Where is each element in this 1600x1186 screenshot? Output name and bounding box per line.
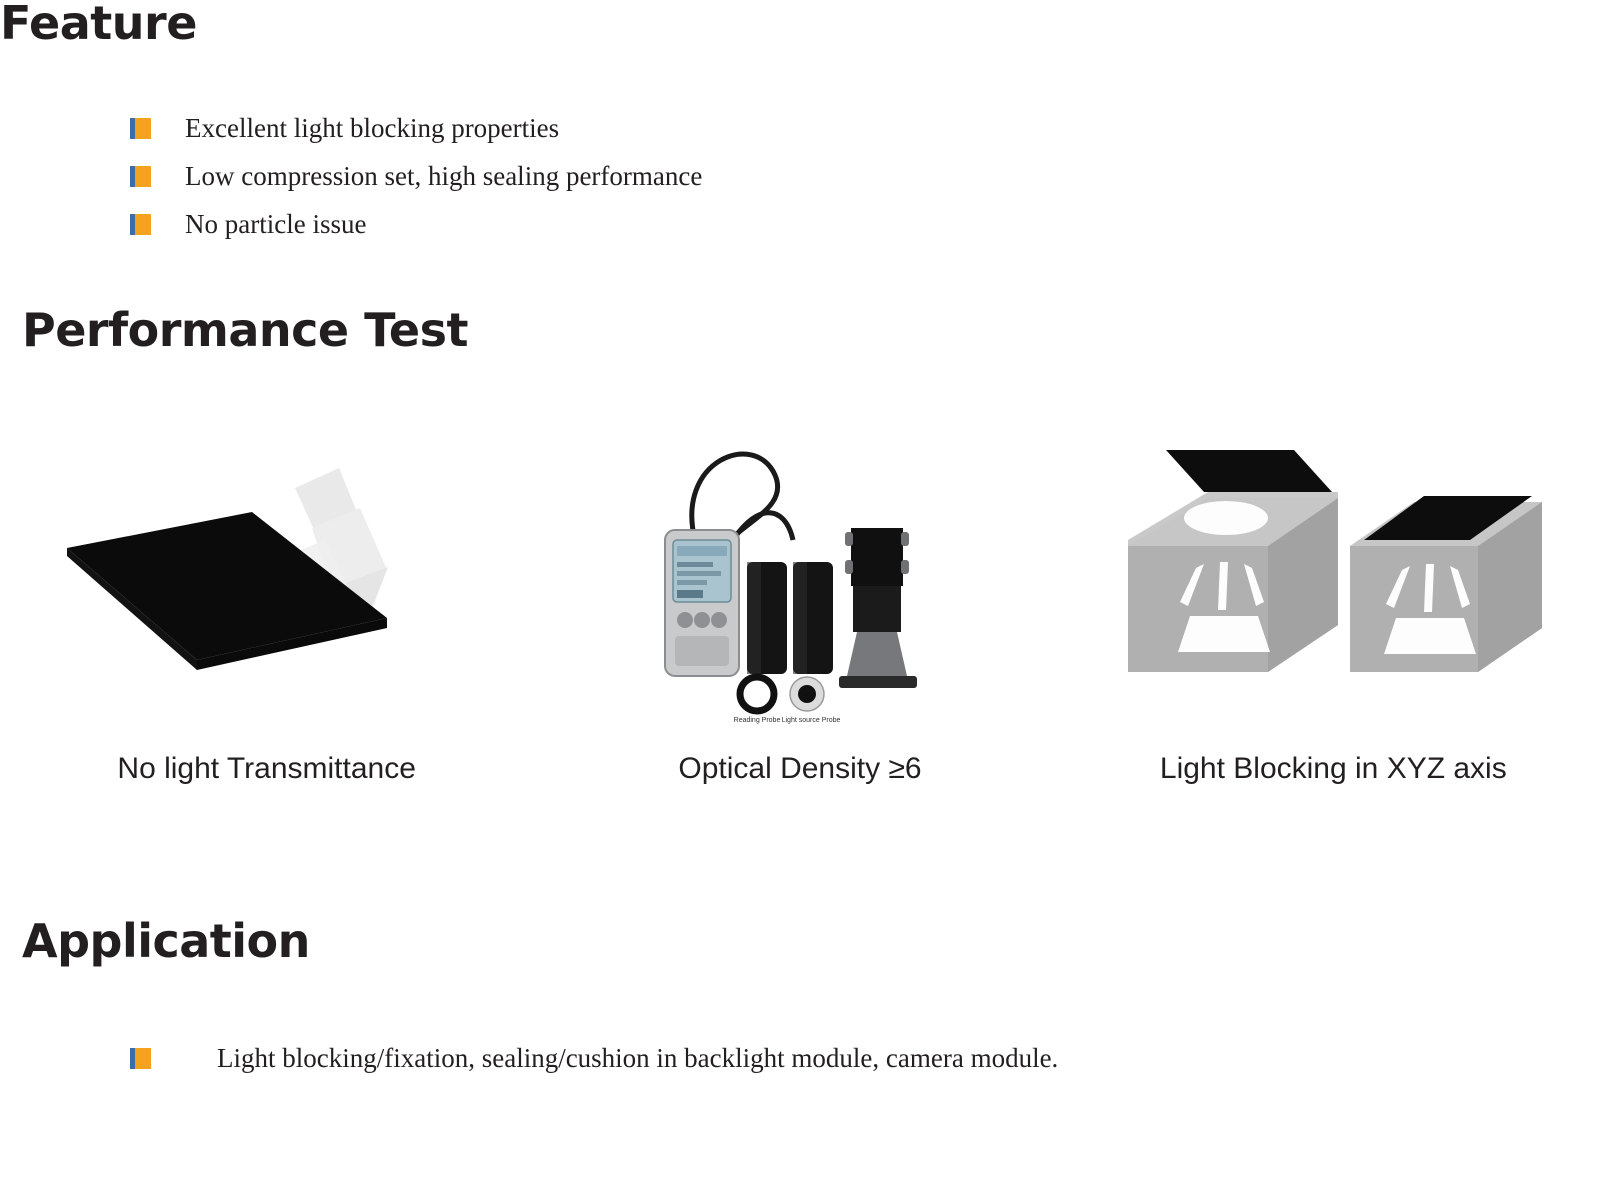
black-sheet-with-lamp-illustration bbox=[0, 420, 533, 730]
probe-stand-icon bbox=[839, 528, 917, 688]
list-item-label: No particle issue bbox=[185, 208, 367, 239]
list-item bbox=[130, 112, 702, 146]
figure-caption: Light Blocking in XYZ axis bbox=[1159, 752, 1507, 785]
bullet-square-icon bbox=[130, 118, 151, 139]
figure-caption: No light Transmittance bbox=[117, 752, 416, 785]
probe-right-label: Light source Probe bbox=[781, 717, 841, 724]
feature-bullet-list bbox=[130, 112, 702, 255]
bullet-square-icon bbox=[130, 166, 151, 187]
probe-disc-icon bbox=[740, 677, 824, 711]
list-item bbox=[130, 208, 702, 242]
list-item-label: Light blocking/fixation, sealing/cushion in backlight module, camera module. bbox=[217, 1043, 1059, 1073]
figure-optical-density bbox=[533, 420, 1066, 820]
light-boxes-illustration bbox=[1067, 420, 1600, 730]
list-item-label: Excellent light blocking properties bbox=[185, 113, 560, 143]
light-box-closed-icon bbox=[1350, 496, 1542, 672]
feature-section-title: Feature bbox=[0, 0, 197, 50]
list-item-label: Low compression set, high sealing performance bbox=[185, 160, 703, 191]
bullet-square-icon bbox=[130, 214, 151, 235]
probe-cylinder-icon bbox=[747, 562, 833, 674]
figure-no-light-transmittance bbox=[0, 420, 533, 820]
probe-left-label: Reading Probe bbox=[733, 717, 781, 724]
list-item bbox=[130, 160, 702, 194]
performance-figures bbox=[0, 420, 1600, 820]
figure-caption: Optical Density ≥6 bbox=[678, 752, 922, 785]
figure-light-blocking-xyz bbox=[1067, 420, 1600, 820]
bullet-square-icon bbox=[130, 1048, 151, 1069]
meter-body-icon bbox=[665, 530, 739, 676]
performance-section-title: Performance Test bbox=[22, 303, 468, 357]
list-item bbox=[130, 1042, 1058, 1076]
application-bullet-list bbox=[130, 1042, 1058, 1090]
light-box-open-icon bbox=[1128, 450, 1338, 672]
densitometer-illustration bbox=[533, 420, 1066, 730]
application-section-title: Application bbox=[22, 914, 310, 968]
